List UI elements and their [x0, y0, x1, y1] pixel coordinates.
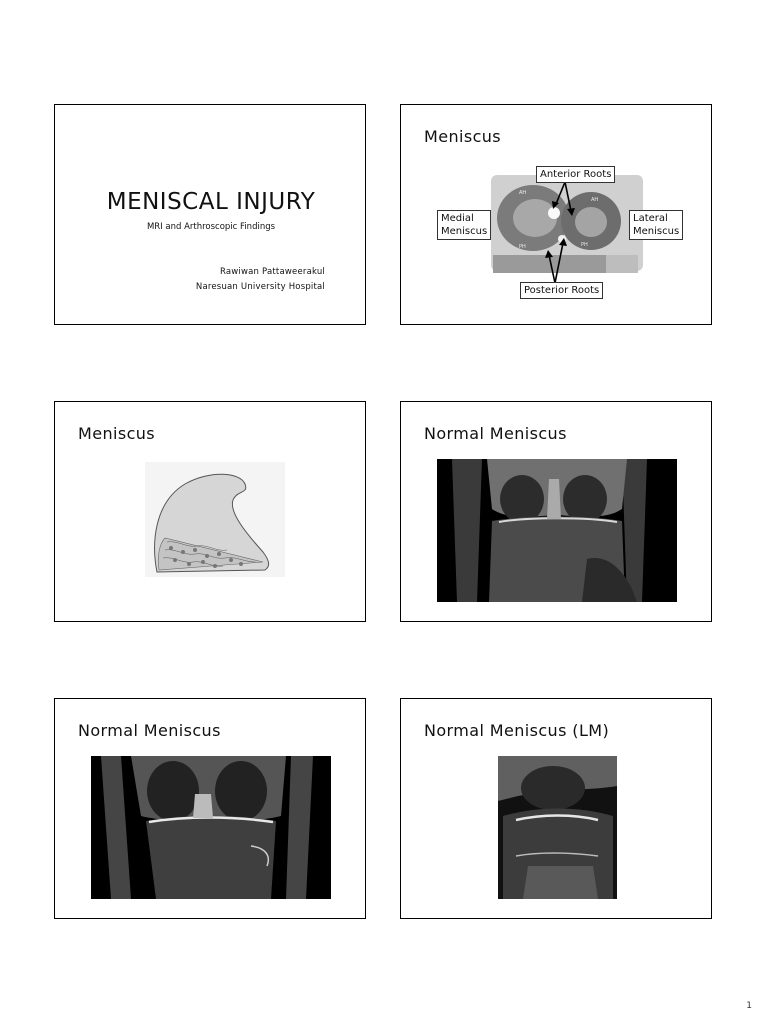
ph-medial-label: PH	[519, 244, 526, 250]
slide-meniscus-illustration	[54, 401, 366, 622]
presentation-title: MENISCAL INJURY	[106, 189, 316, 215]
medial-label-line1: Medial	[441, 213, 474, 224]
slide-normal-meniscus-mri-1	[400, 401, 712, 622]
presentation-subtitle: MRI and Arthroscopic Findings	[146, 222, 276, 232]
ah-medial-label: AH	[519, 190, 527, 196]
mri-image-coronal	[91, 756, 331, 899]
slide-normal-meniscus-lm	[400, 698, 712, 919]
lateral-meniscus-label	[629, 210, 683, 240]
page-number: 1	[746, 1001, 752, 1011]
slide-title: Normal Meniscus (LM)	[424, 721, 610, 740]
ah-lateral-label: AH	[591, 197, 599, 203]
anterior-roots-label: Anterior Roots	[536, 166, 615, 183]
slide-title: Meniscus	[78, 424, 156, 443]
slide-title: Normal Meniscus	[424, 424, 567, 443]
slide-normal-meniscus-mri-2	[54, 698, 366, 919]
mri-image-lateral-meniscus	[498, 756, 617, 899]
meniscus-illustration	[145, 462, 285, 577]
ph-lateral-label: PH	[581, 242, 588, 248]
slide-title: Meniscus	[424, 127, 502, 146]
slide-meniscus-diagram	[400, 104, 712, 325]
lateral-label-line1: Lateral	[633, 213, 668, 224]
lateral-label-line2: Meniscus	[633, 226, 680, 237]
posterior-roots-label: Posterior Roots	[520, 282, 603, 299]
medial-label-line2: Meniscus	[441, 226, 488, 237]
mri-image-coronal	[437, 459, 677, 602]
slide-title: Normal Meniscus	[78, 721, 221, 740]
author-name: Rawiwan Pattaweerakul	[219, 267, 325, 277]
institution-name: Naresuan University Hospital	[195, 282, 325, 292]
slide-title-page	[54, 104, 366, 325]
medial-meniscus-label	[437, 210, 491, 240]
